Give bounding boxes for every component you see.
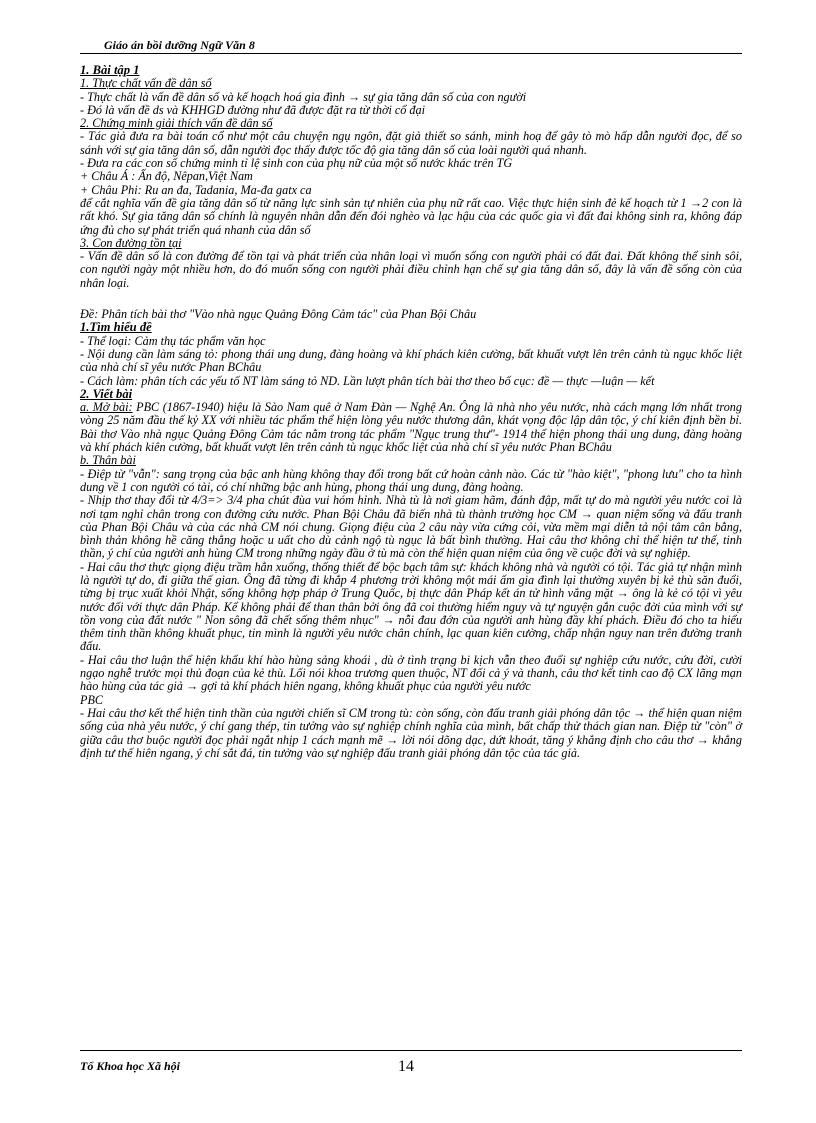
- section2-text1: - Thể loại: Cảm thụ tác phẩm văn học: [80, 333, 266, 348]
- section1-line1: - Thực chất là vấn đề dân số và kế hoạch hoá gia đình → sự gia tăng dân số của con người: [80, 89, 527, 104]
- intro-label: a. Mở bài:: [80, 400, 133, 415]
- body-para3: - Hai câu thơ thực giọng điệu trầm hẳn xuống, thống thiết để bộc bạch tâm sự: khách không nhà và người có tội. Tác giả tự nhận mình là người tự do, đi giữa thế gian. Ông đã từng đi khắp 4 phương trời không một mái ấm gia đình lại thường xuyên bị kẻ thù săn đuổi, từng bị trục xuất khỏi Nhật, sống không hợp pháp ở Trung Quốc, bị thực dân Pháp kết án tử hình vắng mặt → ông là kẻ có tội vì yêu nước đối với thực dân Pháp. Kể không phải để than thân bởi ông đã coi thường hiểm nguy và tự nguyện gắn cuộc đời của mình với sự tồn vong của đất nước " Non sông đã chết sống thêm nhục" → nỗi đau đớn của người anh hùng đầy khí phách. Điều đó cho ta hiểu thêm tinh thần không khuất phục, tin mình là người yêu nước chân chính, lạc quan kiên cường, chấp nhận nguy nan trên đường tranh đấu.: [80, 559, 742, 654]
- section1-line5: + Châu Phi: Ru an đa, Tadania, Ma-đa gatx ca: [80, 182, 312, 197]
- section1-title: 1. Bài tập 1: [80, 63, 140, 77]
- section1-line4: + Châu Á : Ấn độ, Nêpan,Việt Nam: [80, 169, 253, 184]
- page-number: 14: [398, 1058, 414, 1075]
- body-para1: - Điệp từ "vẫn": sang trọng của bậc anh hùng không thay đổi trong bất cứ hoàn cảnh nào. Các từ "hào kiệt", "phong lưu" cho ta hình dung về 1 con người có tài, có chí những bậc anh hùng, phong thái ung dung, đàng hoàng.: [80, 466, 742, 494]
- section2-topic: Đề: Phân tích bài thơ "Vào nhà ngục Quảng Đông Cảm tác" của Phan Bội Châu: [80, 307, 477, 322]
- section2-heading2: 2. Viết bài: [80, 386, 133, 401]
- body-label: b. Thân bài: [80, 453, 136, 468]
- section1-line2: - Đó là vấn đề ds và KHHGD đường như đã được đặt ra từ thời cổ đại: [80, 102, 426, 117]
- section2-text2: - Nội dung cần làm sáng tỏ: phong thái ung dung, đàng hoàng và khí phách kiên cường, bất khuất vượt lên trên cảnh tù ngục khốc liệt của nhà chí sĩ yêu nước Phan BChâu: [80, 346, 742, 375]
- section1-sub3: 3. Con đường tồn tại: [80, 235, 182, 250]
- section1-para2: - Tác giả đưa ra bài toán cổ như một câu chuyện ngụ ngôn, đặt giả thiết so sánh, minh hoạ để gây tò mò hấp dẫn người đọc, để so sánh với sự gia tăng dân số, dẫn người đọc thấy được tốc độ gia tăng dân số của loài người quá nhanh.: [80, 129, 742, 157]
- section2-text3: - Cách làm: phân tích các yếu tố NT làm sáng tỏ ND. Lần lượt phân tích bài thơ theo bố cục: đề — thực —luận — kết: [80, 373, 655, 388]
- intro-text: PBC (1867-1940) hiệu là Sào Nam quê ở Nam Đàn — Nghệ An. Ông là nhà nho yêu nước, nhà cách mạng lớn nhất trong vòng 25 năm đầu thế kỷ XX với nhiều tác phẩm thể hiện lòng yêu nước thương dân, khát vọng độc lập dân tộc, ý chí kiên định bền bỉ. Bài thơ Vào nhà ngục Quảng Đông Cảm tác nằm trong tác phẩm "Ngục trung thư"- 1914 thể hiện phong thái ung dung, đàng hoàng và khí phách kiên cường, bất khuất vượt lên trên cảnh tù ngục khốc liệt của nhà chí sĩ yêu nước Phan BChâu: [80, 400, 742, 455]
- section2-heading1: 1.Tìm hiểu đề: [80, 320, 152, 335]
- section1-para4: - Vấn đề dân số là con đường để tồn tại và phát triển của nhân loại vì muốn sống con người phải có đất đai. Đất không thể sinh sôi, con người ngày một nhiều hơn, do đó muốn sống con người phải điều chỉnh hạn chế sự gia tăng dân số, đây là vấn đề sống còn của nhân loại.: [80, 249, 742, 290]
- section1-para3: để cắt nghĩa vấn đề gia tăng dân số từ năng lực sinh sản tự nhiên của phụ nữ rất cao. Việc thực hiện sinh đẻ kế hoạch từ 1 →2 con là rất khó. Sự gia tăng dân số chính là nguyên nhân dẫn đến đói nghèo và lạc hậu của các quốc gia vì đất đai không sinh ra, không đáp ứng đủ cho sự phát triển quá nhanh của dân số: [80, 195, 742, 237]
- section2-intro: [80, 401, 742, 454]
- body-pbc: PBC: [80, 692, 104, 707]
- section1-line3: - Đưa ra các con số chứng minh tỉ lệ sinh con của phụ nữ của một số nước khác trên TG: [80, 156, 513, 171]
- spacer: [80, 290, 742, 308]
- body-para4: - Hai câu thơ luận thể hiện khẩu khí hào hùng sảng khoái , dù ở tình trạng bi kịch vẫn theo đuổi sự nghiệp cứu nước, cứu đời, cười ngạo nghễ trước mọi thủ đoạn của kẻ thù. Lối nói khoa trương quen thuộc, NT đối cả ý và thanh, câu thơ kết tinh cao độ CX lãng mạn hào hùng của tác giả → gợi tả khí phách hiên ngang, không khuất phục của người yêu nước: [80, 652, 742, 694]
- body-para2: - Nhịp thơ thay đổi từ 4/3=> 3/4 pha chút đùa vui hóm hỉnh. Nhà tù là nơi giam hãm, đánh đập, mất tự do mà người yêu nước coi là nơi tạm nghỉ chân trong con đường cứu nước. Phan Bội Châu đã biến nhà tù thành trường học CM → quan niệm sống và đấu tranh của Phan Bội Châu và của các nhà CM nói chung. Giọng điệu của 2 câu này vừa cứng cỏi, vừa mềm mại diễn tả nội tâm cân bằng, bình thản không hề căng thẳng hoặc u uất cho dù cảnh ngộ tù ngục là bất bình thường. Hai câu thơ không chỉ thể hiện tư thế, tinh thần, ý chí của người anh hùng CM trong những ngày đầu ở tù mà còn thể hiện quan niệm của ông về cuộc đời và sự nghiệp.: [80, 493, 742, 561]
- footer-department: Tổ Khoa học Xã hội: [80, 1059, 181, 1073]
- page-header: Giáo án bồi dưỡng Ngữ Văn 8: [104, 38, 255, 52]
- page-content: [80, 64, 742, 760]
- header-rule: [80, 53, 742, 54]
- section1-sub1: 1. Thực chất vấn đề dân số: [80, 76, 212, 91]
- footer-rule: [80, 1050, 742, 1051]
- section1-sub2: 2. Chứng minh giải thích vấn đề dân số: [80, 116, 273, 131]
- body-para5: - Hai câu thơ kết thể hiện tinh thần của người chiến sĩ CM trong tù: còn sống, còn đấu tranh giải phóng dân tộc → thể hiện quan niệm sống của nhà yêu nước, ý chí gang thép, tin tưởng vào sự nghiệp chính nghĩa của mình, bất chấp thử thách gian nan. Điệp từ "còn" ở giữa câu thơ buộc người đọc phải ngắt nhịp 1 cách mạnh mẽ → lời nói dõng dạc, dứt khoát, tăng ý khẳng định cho câu thơ → khẳng định tư thế hiên ngang, ý chí sắt đá, tin tưởng vào sự nghiệp đấu tranh giải phóng dân tộc của tác giả.: [80, 705, 742, 760]
